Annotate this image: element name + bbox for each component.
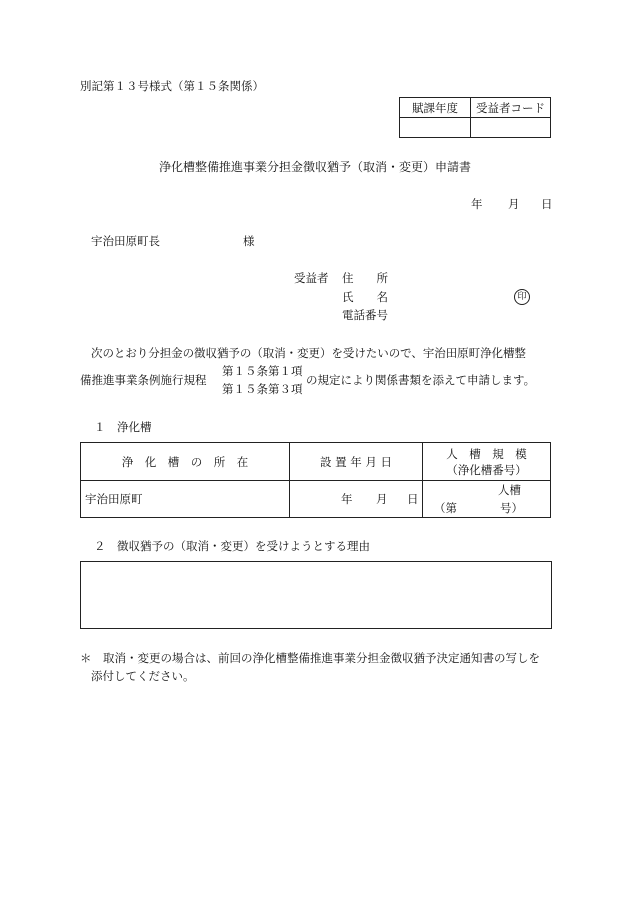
capacity-cell[interactable] <box>423 481 551 518</box>
body-line-2-prefix: 備推進事業条例施行規程 <box>80 373 207 387</box>
location-value: 宇治田原町 <box>85 492 143 506</box>
fiscal-year-header: 賦課年度 <box>400 98 471 118</box>
number-suffix: 号） <box>500 501 523 515</box>
fiscal-year-cell[interactable] <box>400 118 471 138</box>
section2-heading: ２ 徴収猶予の（取消・変更）を受けようとする理由 <box>94 539 370 553</box>
applicant-role: 受益者 <box>294 271 329 285</box>
phone-label: 電話番号 <box>342 308 388 322</box>
note-line-2: 添付してください。 <box>91 669 195 683</box>
body-line-1: 次のとおり分担金の徴収猶予の（取消・変更）を受けたいので、宇治田原町浄化槽整 <box>91 346 526 360</box>
capacity-header <box>423 443 551 481</box>
location-cell[interactable] <box>81 481 290 518</box>
body-line-2-suffix: の規定により関係書類を添えて申請します。 <box>306 373 536 387</box>
clause-a: 第１５条第１項 <box>222 364 303 378</box>
addressee-name: 宇治田原町長 <box>91 234 160 248</box>
beneficiary-code-header: 受益者コード <box>471 98 551 118</box>
capacity-header-line1: 人 槽 規 模 <box>446 446 527 461</box>
clause-b: 第１５条第３項 <box>222 382 303 396</box>
reason-box[interactable] <box>80 561 552 629</box>
capacity-unit: 人槽 <box>498 483 521 497</box>
code-box <box>399 97 551 138</box>
install-day: 日 <box>407 492 419 506</box>
section1-heading: １ 浄化槽 <box>94 420 152 434</box>
form-label: 別記第１３号様式（第１５条関係） <box>80 79 264 93</box>
beneficiary-code-cell[interactable] <box>471 118 551 138</box>
install-year: 年 <box>341 492 353 506</box>
install-month: 月 <box>376 492 388 506</box>
capacity-header-line2: （浄化槽番号） <box>446 462 527 477</box>
addressee-honorific: 様 <box>243 234 255 248</box>
septic-table <box>80 442 551 518</box>
page-title: 浄化槽整備推進事業分担金徴収猶予（取消・変更）申請書 <box>158 160 471 174</box>
note-marker: ＊ <box>80 651 92 665</box>
location-header: 浄 化 槽 の 所 在 <box>81 443 290 481</box>
install-date-header: 設 置 年 月 日 <box>290 443 423 481</box>
address-label: 住 所 <box>342 271 388 285</box>
note-line-1: 取消・変更の場合は、前回の浄化槽整備推進事業分担金徴収猶予決定通知書の写しを <box>103 651 540 665</box>
name-label: 氏 名 <box>342 290 388 304</box>
date-day: 日 <box>541 197 553 211</box>
number-prefix: （第 <box>434 501 457 515</box>
date-month: 月 <box>508 197 520 211</box>
seal-text: 印 <box>517 292 527 302</box>
seal-mark <box>514 289 530 305</box>
install-date-cell[interactable] <box>290 481 423 518</box>
date-year: 年 <box>471 197 483 211</box>
